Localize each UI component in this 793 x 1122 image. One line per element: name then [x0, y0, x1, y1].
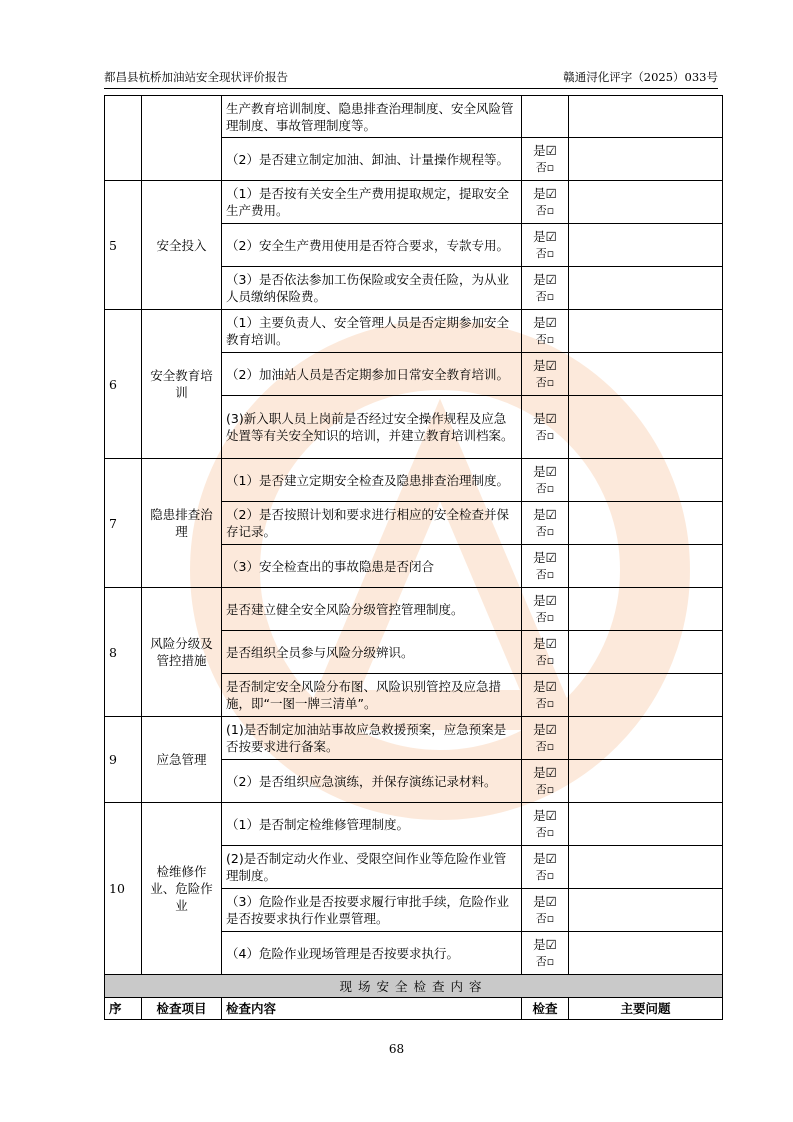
problem-cell: [569, 932, 723, 975]
table-row: [105, 717, 723, 760]
col-header-item: 检查项目: [142, 998, 222, 1020]
content-cell: (1)是否制定加油站事故应急救援预案，应急预案是否按要求进行备案。: [222, 717, 522, 760]
check-cell: [522, 932, 569, 975]
no-box: 否▫: [535, 826, 555, 839]
yes-checked: 是☑: [533, 550, 557, 565]
yes-checked: 是☑: [533, 593, 557, 608]
problem-cell: [569, 224, 723, 267]
yes-checked: 是☑: [533, 272, 557, 287]
inspection-table: [104, 95, 723, 1020]
yes-checked: 是☑: [533, 507, 557, 522]
problem-cell: [569, 588, 723, 631]
no-box: 否▫: [535, 955, 555, 968]
check-cell: [522, 717, 569, 760]
problem-cell: [569, 353, 723, 396]
check-cell: [522, 889, 569, 932]
yes-checked: 是☑: [533, 315, 557, 330]
check-cell: [522, 459, 569, 502]
problem-cell: [569, 760, 723, 803]
yes-checked: 是☑: [533, 143, 557, 158]
content-cell: （2）是否组织应急演练，并保存演练记录材料。: [222, 760, 522, 803]
check-cell: [522, 310, 569, 353]
check-cell: [522, 674, 569, 717]
no-box: 否▫: [535, 247, 555, 260]
table-row: [105, 588, 723, 631]
report-title: 都昌县杭桥加油站安全现状评价报告: [104, 70, 288, 84]
num-cell: 9: [105, 717, 142, 803]
problem-cell: [569, 545, 723, 588]
content-cell: （1）是否制定检维修管理制度。: [222, 803, 522, 846]
no-box: 否▫: [535, 290, 555, 303]
section-row: [105, 975, 723, 998]
content-cell: （4）危险作业现场管理是否按要求执行。: [222, 932, 522, 975]
yes-checked: 是☑: [533, 636, 557, 651]
content-cell: 生产教育培训制度、隐患排查治理制度、安全风险管理制度、事故管理制度等。: [222, 96, 522, 138]
no-box: 否▫: [535, 204, 555, 217]
item-cell: 安全投入: [142, 181, 222, 310]
yes-checked: 是☑: [533, 186, 557, 201]
col-header-content: 检查内容: [222, 998, 522, 1020]
num-cell: 8: [105, 588, 142, 717]
num-cell: 10: [105, 803, 142, 975]
col-header-num: 序: [105, 998, 142, 1020]
problem-cell: [569, 846, 723, 889]
item-cell: 检维修作业、危险作业: [142, 803, 222, 975]
content-cell: （1）是否按有关安全生产费用提取规定，提取安全生产费用。: [222, 181, 522, 224]
content-cell: （3）危险作业是否按要求履行审批手续，危险作业是否按要求执行作业票管理。: [222, 889, 522, 932]
num-cell: [105, 96, 142, 181]
problem-cell: [569, 96, 723, 138]
yes-checked: 是☑: [533, 765, 557, 780]
problem-cell: [569, 396, 723, 459]
col-header-check: 检查: [522, 998, 569, 1020]
problem-cell: [569, 459, 723, 502]
table-row: [105, 459, 723, 502]
item-cell: [142, 96, 222, 181]
check-cell: [522, 396, 569, 459]
content-cell: (2)是否制定动火作业、受限空间作业等危险作业管理制度。: [222, 846, 522, 889]
no-box: 否▫: [535, 912, 555, 925]
num-cell: 6: [105, 310, 142, 459]
content-cell: 是否制定安全风险分布图、风险识别管控及应急措施，即“一图一牌三清单”。: [222, 674, 522, 717]
check-cell: [522, 224, 569, 267]
no-box: 否▫: [535, 161, 555, 174]
content-cell: （3）安全检查出的事故隐患是否闭合: [222, 545, 522, 588]
section-title: 现场安全检查内容: [105, 975, 723, 998]
yes-checked: 是☑: [533, 808, 557, 823]
report-number: 赣通浔化评字（2025）033号: [563, 70, 718, 84]
no-box: 否▫: [535, 697, 555, 710]
check-cell: [522, 631, 569, 674]
content-cell: 是否组织全员参与风险分级辨识。: [222, 631, 522, 674]
problem-cell: [569, 889, 723, 932]
content-cell: 是否建立健全安全风险分级管控管理制度。: [222, 588, 522, 631]
check-cell: [522, 588, 569, 631]
problem-cell: [569, 631, 723, 674]
problem-cell: [569, 803, 723, 846]
check-cell: [522, 353, 569, 396]
check-cell: [522, 502, 569, 545]
check-cell: [522, 760, 569, 803]
content-cell: (3)新入职人员上岗前是否经过安全操作规程及应急处置等有关安全知识的培训，并建立教育培训档案。: [222, 396, 522, 459]
problem-cell: [569, 502, 723, 545]
problem-cell: [569, 138, 723, 181]
num-cell: 7: [105, 459, 142, 588]
no-box: 否▫: [535, 568, 555, 581]
yes-checked: 是☑: [533, 937, 557, 952]
check-cell: [522, 545, 569, 588]
yes-checked: 是☑: [533, 894, 557, 909]
page-number: 68: [388, 1042, 405, 1056]
page-header: [104, 68, 718, 89]
no-box: 否▫: [535, 611, 555, 624]
check-cell: [522, 846, 569, 889]
item-cell: 应急管理: [142, 717, 222, 803]
content-cell: （1）主要负责人、安全管理人员是否定期参加安全教育培训。: [222, 310, 522, 353]
content-cell: （2）是否按照计划和要求进行相应的安全检查并保存记录。: [222, 502, 522, 545]
content-cell: （1）是否建立定期安全检查及隐患排查治理制度。: [222, 459, 522, 502]
no-box: 否▫: [535, 654, 555, 667]
check-cell: [522, 803, 569, 846]
problem-cell: [569, 717, 723, 760]
problem-cell: [569, 674, 723, 717]
table-row: [105, 803, 723, 846]
table-row: [105, 181, 723, 224]
check-cell: [522, 267, 569, 310]
problem-cell: [569, 310, 723, 353]
no-box: 否▫: [535, 429, 555, 442]
item-cell: 安全教育培训: [142, 310, 222, 459]
yes-checked: 是☑: [533, 851, 557, 866]
check-cell: [522, 96, 569, 138]
content-cell: （3）是否依法参加工伤保险或安全责任险，为从业人员缴纳保险费。: [222, 267, 522, 310]
check-cell: [522, 181, 569, 224]
item-cell: 风险分级及管控措施: [142, 588, 222, 717]
yes-checked: 是☑: [533, 722, 557, 737]
no-box: 否▫: [535, 333, 555, 346]
table-row: [105, 310, 723, 353]
no-box: 否▫: [535, 525, 555, 538]
no-box: 否▫: [535, 869, 555, 882]
no-box: 否▫: [535, 482, 555, 495]
item-cell: 隐患排查治理: [142, 459, 222, 588]
col-header-problem: 主要问题: [569, 998, 723, 1020]
content-cell: （2）是否建立制定加油、卸油、计量操作规程等。: [222, 138, 522, 181]
num-cell: 5: [105, 181, 142, 310]
problem-cell: [569, 181, 723, 224]
content-cell: （2）安全生产费用使用是否符合要求，专款专用。: [222, 224, 522, 267]
no-box: 否▫: [535, 376, 555, 389]
no-box: 否▫: [535, 740, 555, 753]
yes-checked: 是☑: [533, 358, 557, 373]
no-box: 否▫: [535, 783, 555, 796]
yes-checked: 是☑: [533, 464, 557, 479]
yes-checked: 是☑: [533, 679, 557, 694]
yes-checked: 是☑: [533, 229, 557, 244]
problem-cell: [569, 267, 723, 310]
content-cell: （2）加油站人员是否定期参加日常安全教育培训。: [222, 353, 522, 396]
yes-checked: 是☑: [533, 411, 557, 426]
check-cell: [522, 138, 569, 181]
column-header-row: [105, 998, 723, 1020]
table-row: [105, 96, 723, 138]
